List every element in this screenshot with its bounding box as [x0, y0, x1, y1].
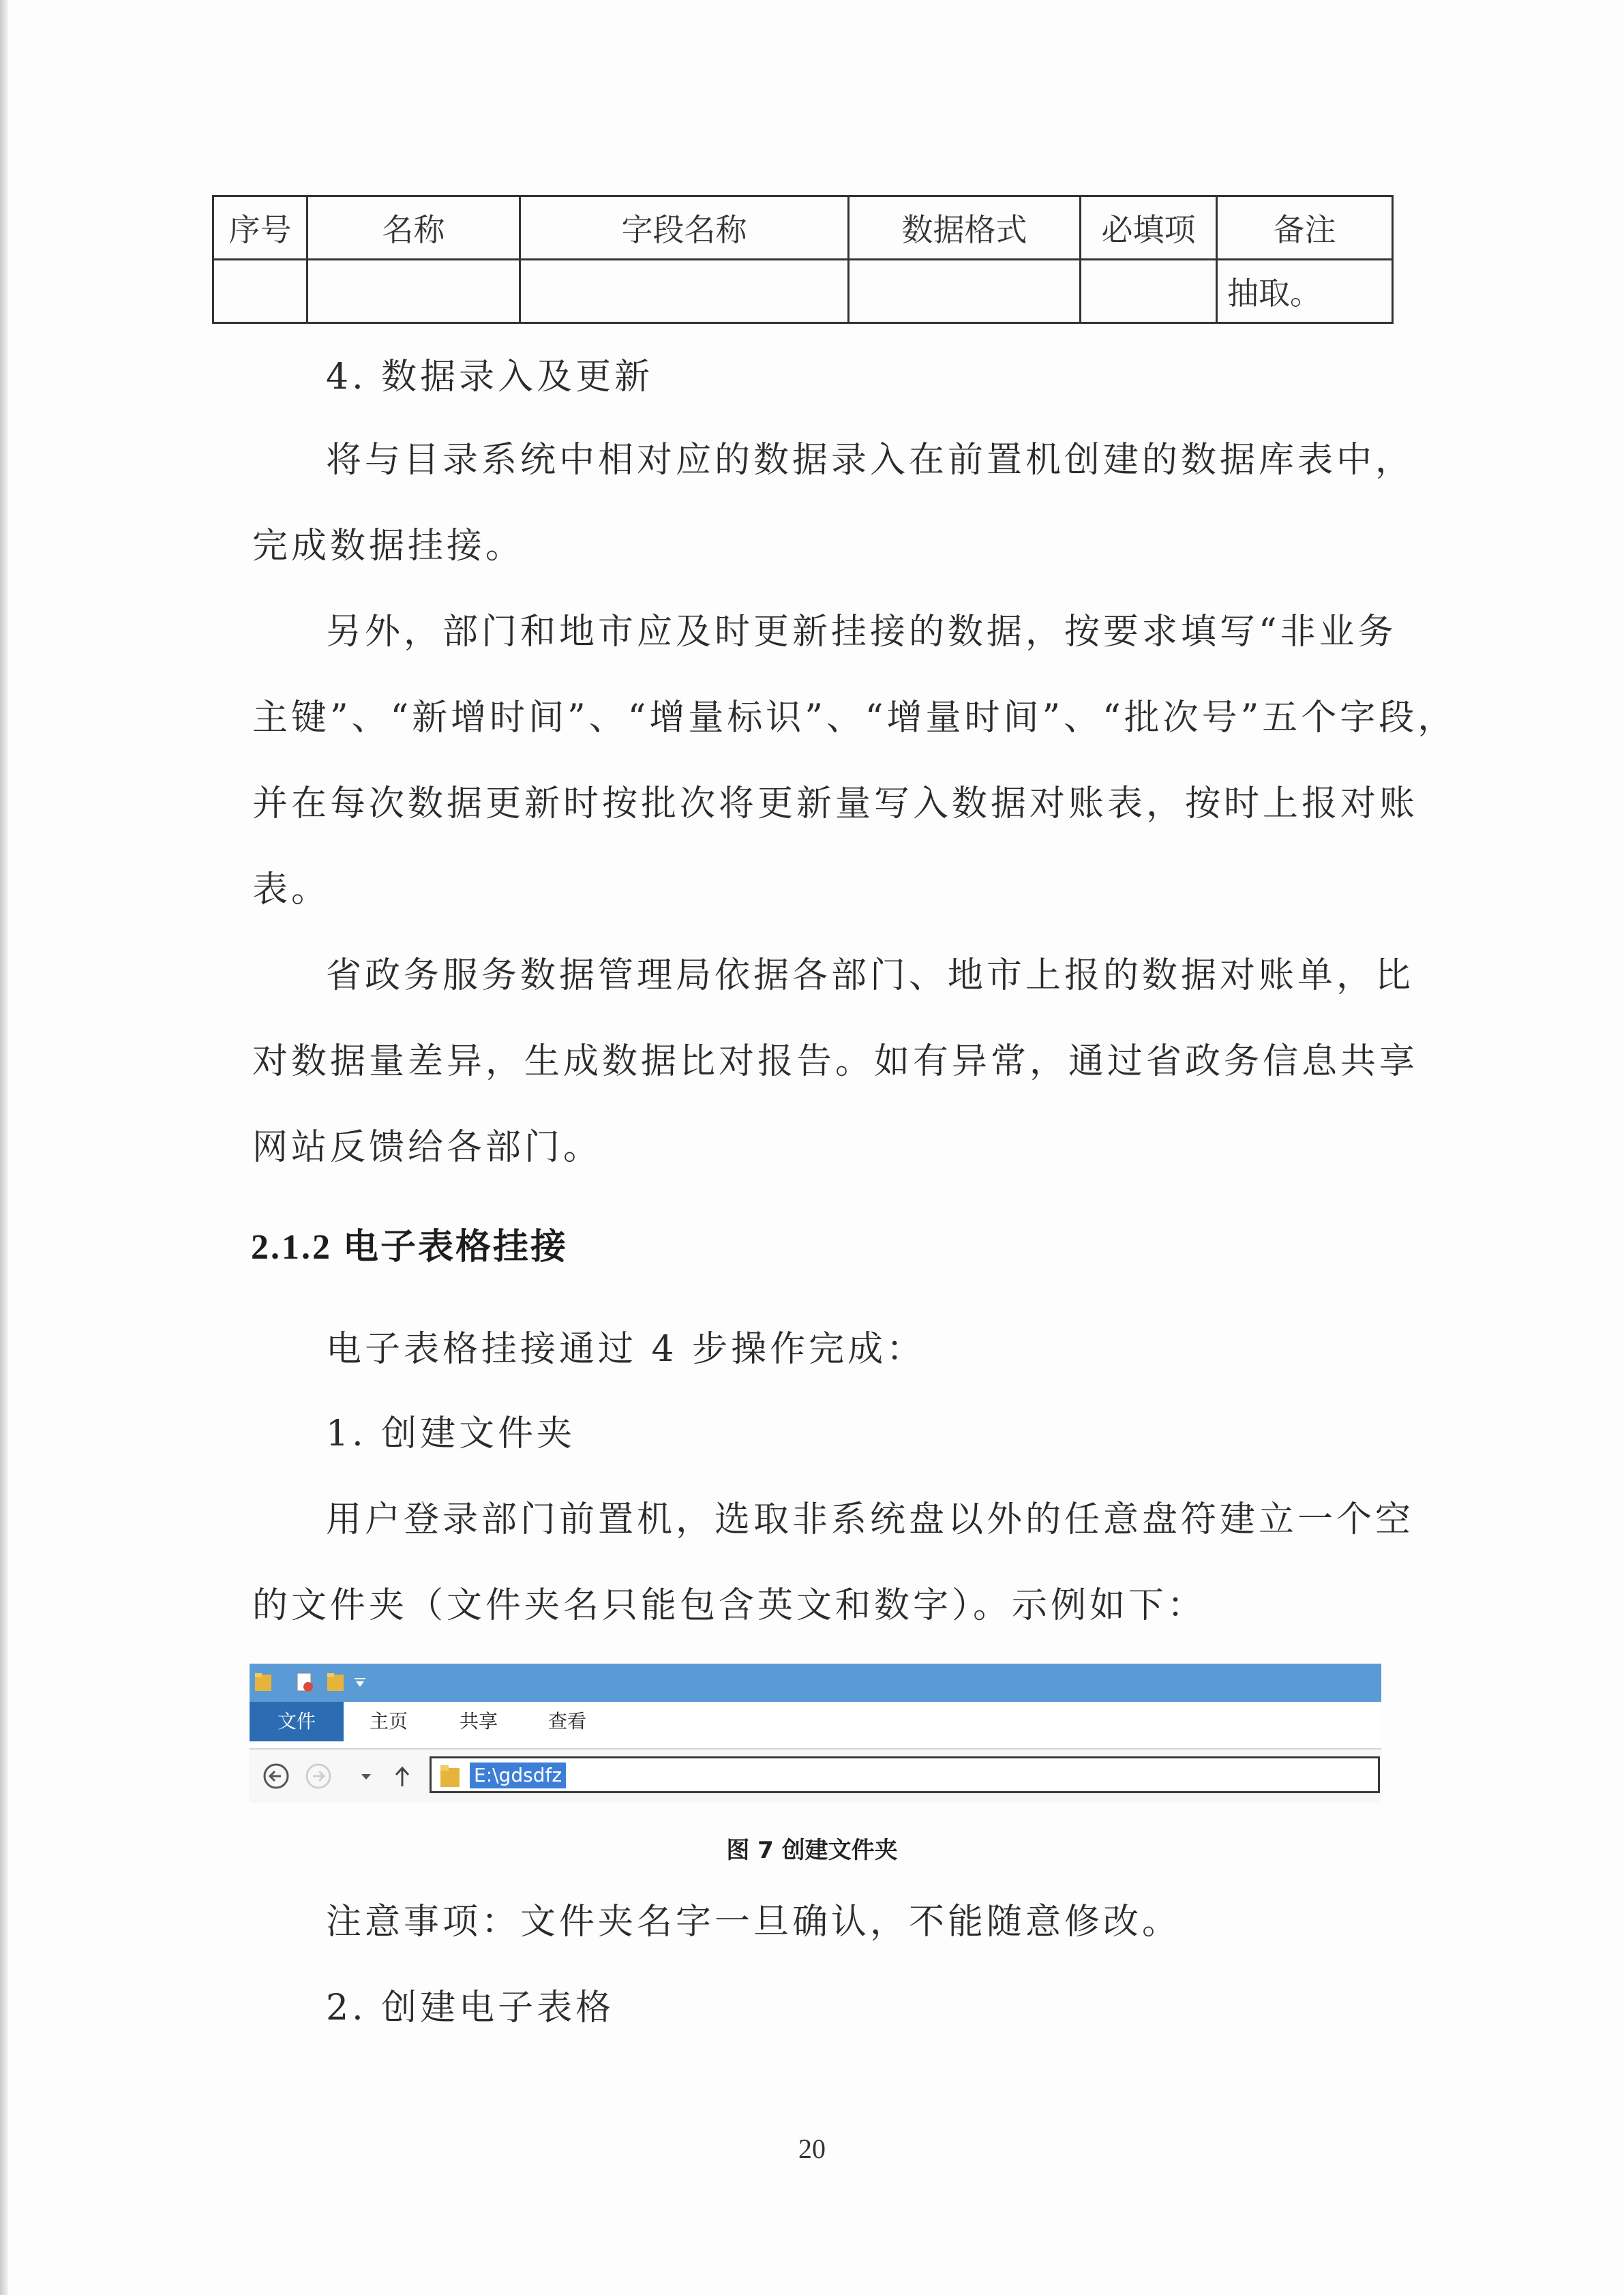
paragraph-line: 的文件夹（文件夹名只能包含英文和数字）。示例如下：: [252, 1585, 1207, 1626]
table-cell: [307, 260, 520, 323]
table-header-cell: 备注: [1217, 196, 1393, 260]
table-header-cell: 字段名称: [520, 196, 849, 260]
table-cell: [849, 260, 1081, 323]
paragraph-line: 用户登录部门前置机，选取非系统盘以外的任意盘符建立一个空: [326, 1499, 1415, 1540]
step1-title: 1. 创建文件夹: [326, 1413, 576, 1454]
table-header-row: [213, 196, 1393, 260]
scan-edge: [0, 0, 8, 2295]
table-header-cell: 序号: [213, 196, 307, 260]
tab-home[interactable]: 主页: [369, 1710, 408, 1732]
explorer-screenshot: [250, 1664, 1381, 1803]
table-header-cell: 必填项: [1081, 196, 1217, 260]
table-cell-note: 抽取。: [1217, 260, 1393, 323]
folder-icon[interactable]: [254, 1670, 274, 1694]
step2-title: 2. 创建电子表格: [326, 1987, 615, 2028]
title-bar: [250, 1664, 1381, 1702]
paragraph-line: 省政务服务数据管理局依据各部门、地市上报的数据对账单，比: [326, 955, 1415, 996]
new-folder-icon[interactable]: [326, 1670, 346, 1694]
back-icon[interactable]: [262, 1762, 290, 1790]
address-input[interactable]: [430, 1756, 1380, 1793]
field-table: [212, 195, 1394, 324]
paragraph-line: 电子表格挂接通过 4 步操作完成：: [326, 1329, 926, 1370]
table-header-cell: 数据格式: [849, 196, 1081, 260]
folder-icon: [438, 1762, 463, 1788]
forward-icon[interactable]: [304, 1762, 333, 1790]
paragraph-line: 对数据量差异，生成数据比对报告。如有异常，通过省政务信息共享: [252, 1041, 1419, 1082]
recent-icon[interactable]: [359, 1771, 374, 1782]
tab-view[interactable]: 查看: [547, 1710, 586, 1732]
table-cell: [1081, 260, 1217, 323]
section-heading: 2.1.2 电子表格挂接: [251, 1228, 569, 1267]
page-number: 20: [798, 2133, 826, 2164]
tab-share[interactable]: 共享: [459, 1710, 498, 1732]
figure-caption: 图 7 创建文件夹: [726, 1837, 898, 1864]
table-header-cell: 名称: [307, 196, 520, 260]
dropdown-icon[interactable]: [352, 1670, 368, 1694]
paragraph-line: 将与目录系统中相对应的数据录入在前置机创建的数据库表中，: [326, 440, 1415, 481]
paragraph-line: 并在每次数据更新时按批次将更新量写入数据对账表，按时上报对账: [252, 783, 1419, 824]
paragraph-line: 表。: [252, 869, 331, 910]
note-paragraph: 注意事项：文件夹名字一旦确认，不能随意修改。: [326, 1902, 1182, 1942]
table-cell: [213, 260, 307, 323]
table-cell: [520, 260, 849, 323]
table-row: [213, 260, 1393, 323]
properties-icon[interactable]: [295, 1670, 315, 1694]
paragraph-line: 另外，部门和地市应及时更新挂接的数据，按要求填写“非业务: [326, 612, 1397, 652]
tab-file[interactable]: 文件: [250, 1702, 344, 1741]
up-icon[interactable]: [393, 1765, 412, 1789]
paragraph-line: 完成数据挂接。: [252, 526, 525, 567]
paragraph-line: 主键”、“新增时间”、“增量标识”、“增量时间”、“批次号”五个字段，: [252, 698, 1457, 738]
step4-title: 4. 数据录入及更新: [326, 357, 654, 397]
paragraph-line: 网站反馈给各部门。: [252, 1127, 603, 1168]
address-path: E:\gdsdfz: [470, 1762, 566, 1788]
